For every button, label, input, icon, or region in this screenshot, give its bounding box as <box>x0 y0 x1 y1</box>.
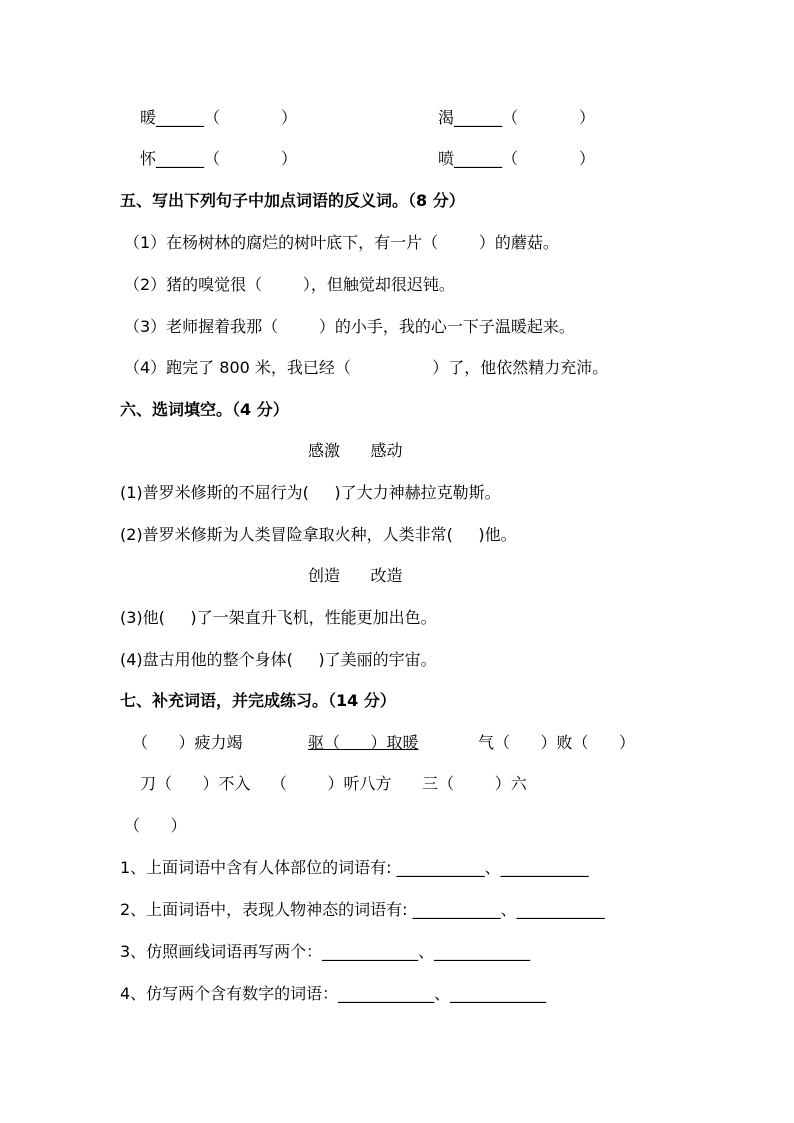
section-6-item-2: (2)普罗米修斯为人类冒险拿取火种，人类非常( )他。 <box>120 525 517 544</box>
section-5-title: 五、写出下列句子中加点词语的反义词。（8 分） <box>120 191 465 210</box>
idiom-blank-3: 气（ ）败（ ） <box>478 733 636 752</box>
idiom-blank-2-underlined: 驱（ ）取暖 <box>308 733 419 752</box>
section-5-item-2: （2）猪的嗅觉很（ ），但触觉却很迟钝。 <box>124 275 455 294</box>
section-5-item-3: （3）老师握着我那（ ）的小手，我的心一下子温暖起来。 <box>124 317 575 336</box>
idiom-row-2: 刀（ ）不入 （ ）听八方 三（ ）六 <box>140 774 527 793</box>
pair-row-2-left: 怀______（ ） <box>140 149 298 168</box>
section-7-question-1: 1、上面词语中含有人体部位的词语有: ___________、___________ <box>120 858 589 877</box>
idiom-row-3: （ ） <box>124 816 187 835</box>
idiom-blank-1: （ ）疲力竭 <box>132 733 243 752</box>
section-7-question-3: 3、仿照画线词语再写两个：____________、____________ <box>120 942 531 961</box>
section-7-question-2: 2、上面词语中，表现人物神态的词语有: ___________、___________ <box>120 900 605 919</box>
pair-row-1-left: 暖______（ ） <box>140 108 298 127</box>
pair-row-2-right: 喷______（ ） <box>438 149 596 168</box>
pair-row-1-right: 渴______（ ） <box>438 108 596 127</box>
section-6-item-4: (4)盘古用他的整个身体( )了美丽的宇宙。 <box>120 650 437 669</box>
section-7-question-4: 4、仿写两个含有数字的词语：____________、____________ <box>120 984 547 1003</box>
section-5-item-1: （1）在杨树林的腐烂的树叶底下，有一片（ ）的蘑菇。 <box>124 233 559 252</box>
section-6-word-bank-1: 感激 感动 <box>308 441 403 460</box>
section-7-title: 七、补充词语，并完成练习。（14 分） <box>120 691 396 710</box>
section-5-item-4: （4）跑完了 800 米，我已经（ ）了，他依然精力充沛。 <box>124 358 609 377</box>
section-6-word-bank-2: 创造 改造 <box>308 566 403 585</box>
section-6-title: 六、选词填空。（4 分） <box>120 400 289 419</box>
section-6-item-3: (3)他( )了一架直升飞机，性能更加出色。 <box>120 608 437 627</box>
section-6-item-1: (1)普罗米修斯的不屈行为( )了大力神赫拉克勒斯。 <box>120 483 501 502</box>
